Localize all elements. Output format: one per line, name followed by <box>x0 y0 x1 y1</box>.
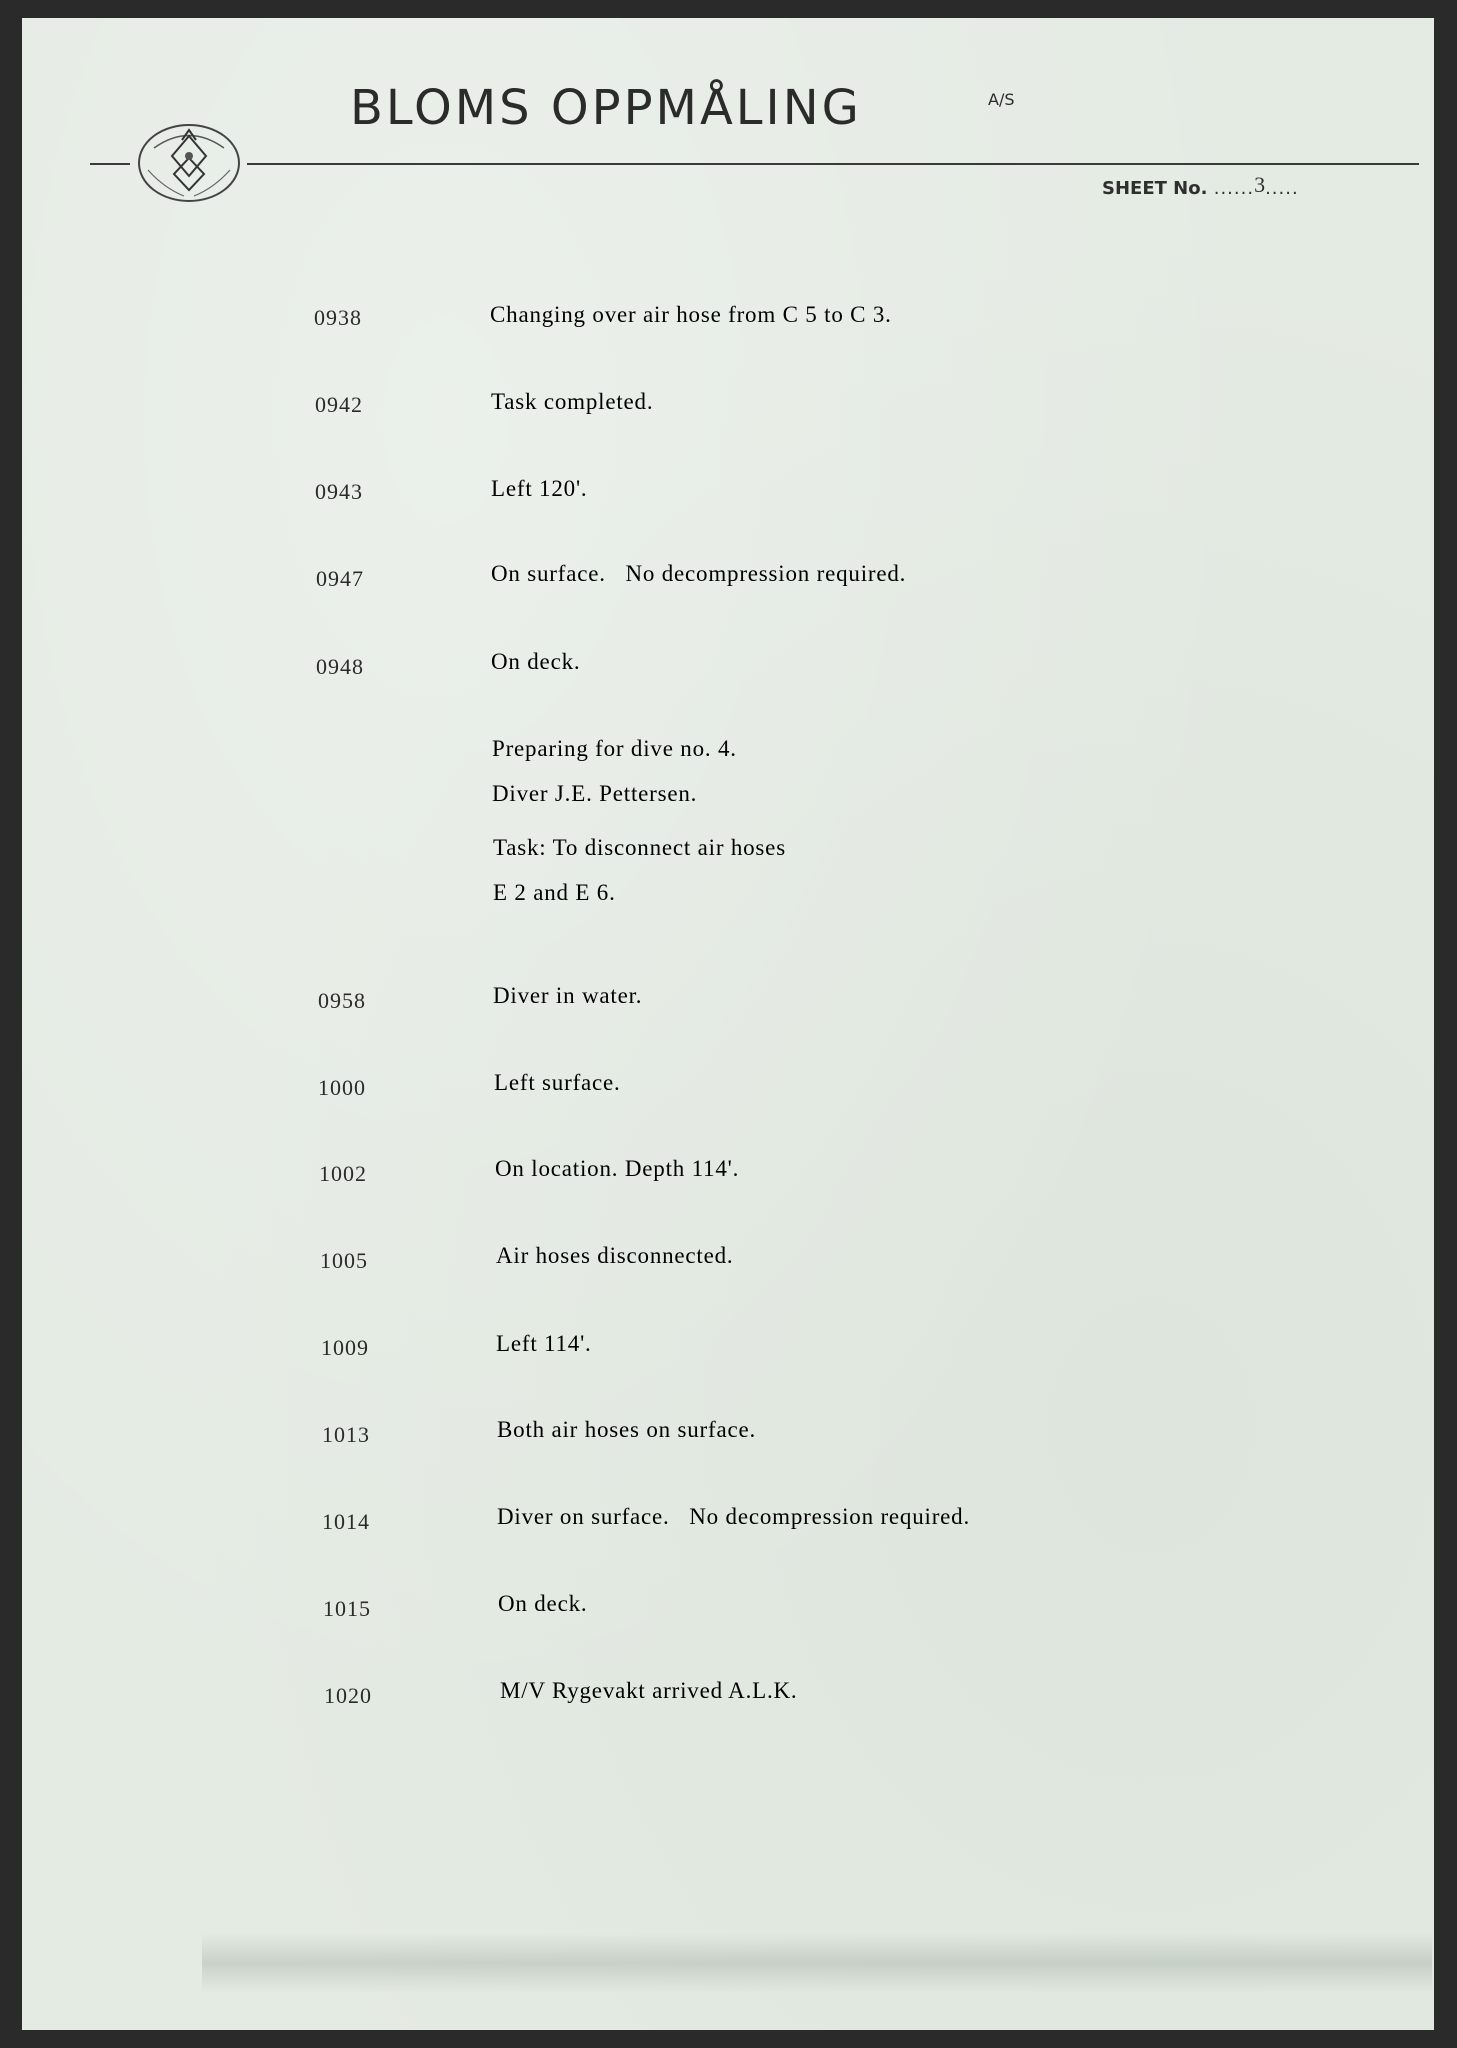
entry-text: Diver J.E. Pettersen. <box>492 781 698 806</box>
entry-text: Preparing for dive no. 4. <box>492 736 737 761</box>
entry-time: 1009 <box>321 1335 369 1360</box>
company-logo-icon <box>134 118 244 208</box>
sheet-number-value: 3 <box>1254 172 1266 197</box>
sheet-label: SHEET No. <box>1102 178 1208 199</box>
entry-time: 0958 <box>318 988 366 1013</box>
entry-text: On deck. <box>498 1591 588 1616</box>
document-sheet <box>22 18 1434 2030</box>
entry-text: Diver in water. <box>493 983 643 1008</box>
entry-time: 0948 <box>316 654 364 679</box>
entry-text: On location. Depth 114'. <box>495 1156 740 1181</box>
header-rule-left <box>90 163 130 165</box>
entry-time: 1000 <box>318 1075 366 1100</box>
entry-text: On deck. <box>491 649 581 674</box>
sheet-number <box>1102 174 1299 200</box>
entry-time: 0938 <box>314 305 362 330</box>
entry-time: 1020 <box>324 1683 372 1708</box>
entry-time: 1005 <box>320 1248 368 1273</box>
company-suffix: A/S <box>988 90 1015 109</box>
entry-time: 1014 <box>322 1509 370 1534</box>
entry-text: Left 120'. <box>491 476 588 501</box>
entry-time: 0942 <box>315 392 363 417</box>
entry-time: 1013 <box>322 1422 370 1447</box>
entry-time: 1015 <box>323 1596 371 1621</box>
sheet-dots-before: ...... <box>1213 178 1255 199</box>
header-rule-right <box>247 163 1419 165</box>
entry-text: On surface. No decompression required. <box>491 561 907 586</box>
entry-text: Left surface. <box>494 1070 621 1095</box>
entry-text: Both air hoses on surface. <box>497 1417 757 1442</box>
scan-artifact <box>202 1933 1432 1993</box>
entry-text: M/V Rygevakt arrived A.L.K. <box>500 1678 798 1703</box>
sheet-dots-after: ..... <box>1265 178 1299 199</box>
entry-text: Diver on surface. No decompression required. <box>497 1504 971 1529</box>
entry-text: Task completed. <box>491 389 654 414</box>
entry-text: Left 114'. <box>496 1331 592 1356</box>
entry-text: Air hoses disconnected. <box>496 1243 734 1268</box>
entry-time: 0947 <box>316 566 364 591</box>
entry-text: E 2 and E 6. <box>493 880 616 905</box>
company-name: BLOMS OPPMÅLING <box>350 80 862 136</box>
entry-text: Changing over air hose from C 5 to C 3. <box>490 302 892 327</box>
entry-time: 0943 <box>315 479 363 504</box>
entry-text: Task: To disconnect air hoses <box>493 835 786 860</box>
entry-time: 1002 <box>319 1161 367 1186</box>
